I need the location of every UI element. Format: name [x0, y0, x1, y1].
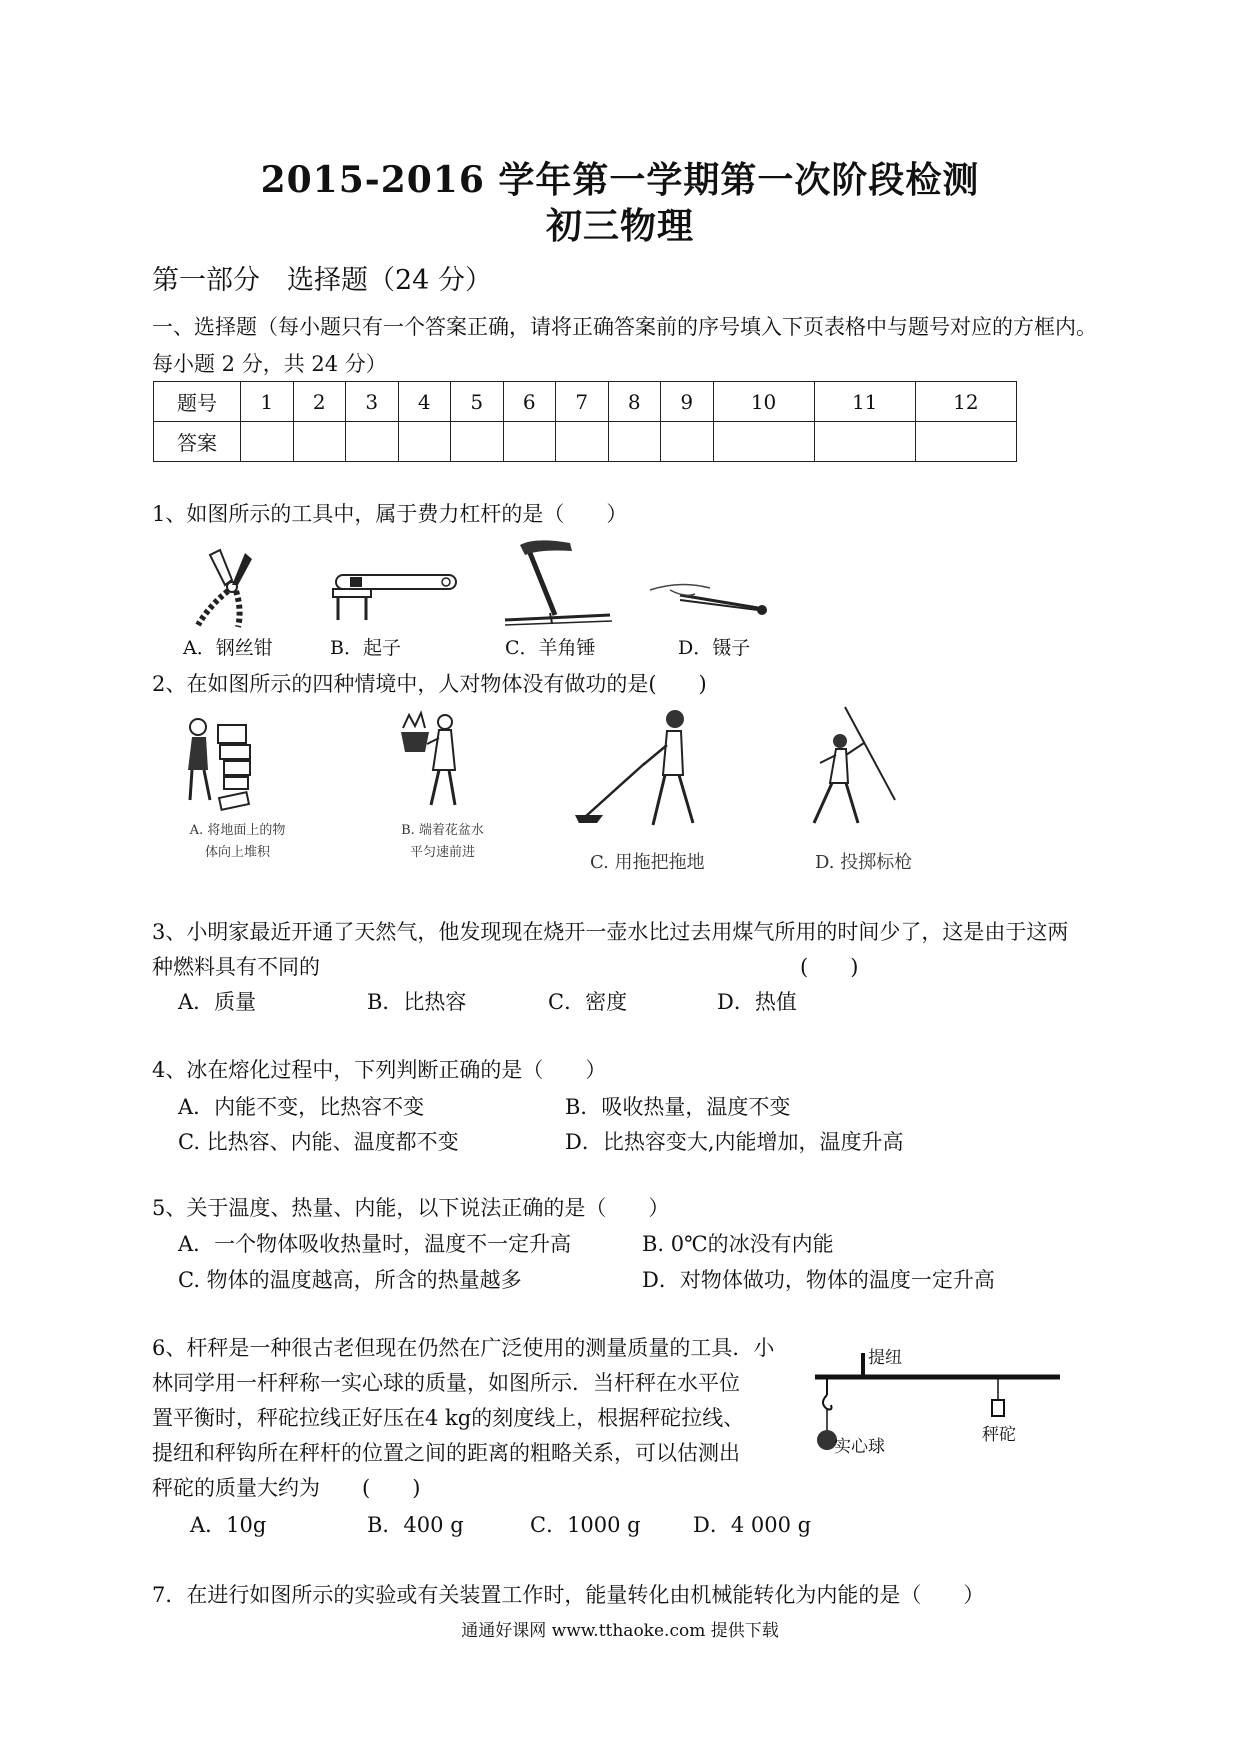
- q6-line4: 提纽和秤钩所在秤杆的位置之间的距离的粗略关系，可以估测出: [152, 1441, 740, 1465]
- q5-option-b: B. 0℃的冰没有内能: [642, 1232, 834, 1256]
- answer-cell[interactable]: [661, 422, 714, 462]
- q2-caption-c: C. 用拖把拖地: [590, 852, 705, 873]
- q3-answer-paren: ( ): [800, 955, 859, 979]
- table-row-answers: [154, 422, 1017, 462]
- table-number-cell: 2: [293, 382, 346, 422]
- table-number-cell: 5: [451, 382, 504, 422]
- answer-cell[interactable]: [503, 422, 556, 462]
- q2-caption-b-line1: B. 端着花盆水: [401, 823, 484, 838]
- person-throwing-javelin-icon: [800, 705, 900, 830]
- exam-title: 2015-2016 学年第一学期第一次阶段检测: [260, 159, 980, 201]
- q6-option-d: D．4 000 g: [693, 1513, 812, 1537]
- answer-cell[interactable]: [293, 422, 346, 462]
- person-mopping-floor-icon: [575, 705, 705, 830]
- q3-option-a: A．质量: [178, 990, 257, 1014]
- q2-stem: 2、在如图所示的四种情境中，人对物体没有做功的是( ): [152, 672, 707, 696]
- person-stacking-boxes-icon: [180, 715, 285, 820]
- q3-option-d: D．热值: [717, 990, 797, 1014]
- q6-option-a: A．10g: [190, 1513, 267, 1537]
- q3-option-b: B．比热容: [367, 990, 467, 1014]
- exam-subject: 初三物理: [545, 205, 694, 247]
- answer-table: [153, 381, 1017, 462]
- claw-hammer-icon: [500, 535, 620, 630]
- answer-cell[interactable]: [346, 422, 399, 462]
- q1-option-d: D．镊子: [678, 637, 751, 659]
- q2-caption-b: [385, 820, 500, 864]
- answer-cell[interactable]: [814, 422, 915, 462]
- answer-cell[interactable]: [556, 422, 609, 462]
- q1-option-c: C．羊角锤: [505, 637, 596, 659]
- table-number-cell: 11: [814, 382, 915, 422]
- q6-line3: 置平衡时，秤砣拉线正好压在4 kg的刻度线上，根据秤砣拉线、: [152, 1406, 745, 1430]
- q2-caption-a: [180, 820, 295, 864]
- q3-stem-line1: 3、小明家最近开通了天然气，他发现现在烧开一壶水比过去用煤气所用的时间少了，这是由于这两: [152, 920, 1069, 944]
- answer-cell[interactable]: [713, 422, 814, 462]
- table-number-cell: 9: [661, 382, 714, 422]
- answer-cell[interactable]: [608, 422, 661, 462]
- q2-caption-a-line2: 体向上堆积: [204, 845, 270, 861]
- table-number-cell: 6: [503, 382, 556, 422]
- table-number-cell: 1: [241, 382, 294, 422]
- table-row-numbers: [154, 382, 1017, 422]
- q4-stem: 4、冰在熔化过程中，下列判断正确的是（ ）: [152, 1058, 607, 1082]
- sliding-weight: [992, 1400, 1004, 1416]
- q2-caption-b-line2: 平匀速前进: [409, 845, 475, 861]
- bottle-opener-icon: [328, 565, 463, 625]
- q4-option-a: A．内能不变，比热容不变: [178, 1095, 425, 1119]
- q6-line5: 秤砣的质量大约为 ( ): [152, 1476, 421, 1500]
- q7-stem: 7．在进行如图所示的实验或有关装置工作时，能量转化由机械能转化为内能的是（ ）: [152, 1583, 985, 1607]
- person-carrying-flowerpot-icon: [395, 710, 475, 815]
- answer-cell[interactable]: [451, 422, 504, 462]
- answer-cell[interactable]: [398, 422, 451, 462]
- tweezers-icon: [640, 570, 775, 620]
- table-number-cell: 10: [713, 382, 814, 422]
- q6-line1: 6、杆秤是一种很古老但现在仍然在广泛使用的测量质量的工具．小: [152, 1336, 775, 1360]
- q4-option-b: B．吸收热量，温度不变: [565, 1095, 791, 1119]
- q4-option-c: C. 比热容、内能、温度都不变: [178, 1130, 459, 1154]
- ball-label: 实心球: [834, 1437, 885, 1457]
- pliers-icon: [180, 545, 280, 630]
- weight-label: 秤砣: [982, 1425, 1016, 1445]
- answer-cell[interactable]: [241, 422, 294, 462]
- q3-option-c: C．密度: [548, 990, 628, 1014]
- q5-option-d: D．对物体做功，物体的温度一定升高: [642, 1268, 995, 1292]
- q5-option-a: A．一个物体吸收热量时，温度不一定升高: [178, 1232, 572, 1256]
- page-footer: 通通好课网 www.tthaoke.com 提供下载: [461, 1621, 779, 1641]
- table-number-cell: 4: [398, 382, 451, 422]
- q1-stem: 1、如图所示的工具中，属于费力杠杆的是（ ）: [152, 502, 628, 526]
- table-number-cell: 12: [915, 382, 1016, 422]
- q4-option-d: D．比热容变大,内能增加，温度升高: [565, 1130, 904, 1154]
- q6-line2: 林同学用一杆秤称一实心球的质量，如图所示．当杆秤在水平位: [152, 1371, 740, 1395]
- answer-cell[interactable]: [915, 422, 1016, 462]
- table-header-label: 题号: [154, 382, 241, 422]
- q6-option-c: C．1000 g: [530, 1513, 641, 1537]
- instruction-line1: 一、选择题（每小题只有一个答案正确，请将正确答案前的序号填入下页表格中与题号对应的方框内。: [152, 315, 1097, 339]
- scale-hook: [823, 1395, 832, 1410]
- table-number-cell: 8: [608, 382, 661, 422]
- tiniu-label: 提纽: [868, 1348, 902, 1368]
- q2-caption-a-line1: A. 将地面上的物: [189, 823, 286, 838]
- q1-option-a: A．钢丝钳: [183, 637, 273, 659]
- table-number-cell: 7: [556, 382, 609, 422]
- q5-option-c: C. 物体的温度越高，所含的热量越多: [178, 1268, 522, 1292]
- table-answer-label: 答案: [154, 422, 241, 462]
- q1-option-b: B．起子: [330, 637, 401, 659]
- q3-stem-line2: 种燃料具有不同的: [152, 955, 320, 979]
- q2-caption-d: D. 投掷标枪: [815, 852, 913, 873]
- q5-stem: 5、关于温度、热量、内能，以下说法正确的是（ ）: [152, 1196, 670, 1220]
- instruction-line2: 每小题 2 分，共 24 分）: [152, 352, 387, 376]
- table-number-cell: 3: [346, 382, 399, 422]
- q6-option-b: B．400 g: [367, 1513, 464, 1537]
- section-heading: 第一部分 选择题（24 分）: [152, 265, 492, 296]
